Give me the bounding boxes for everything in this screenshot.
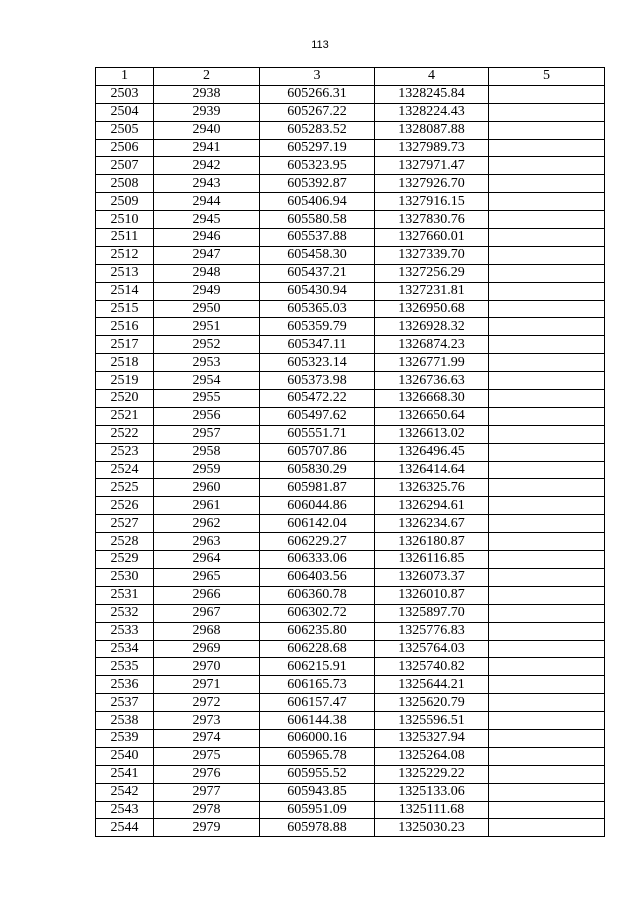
- table-cell: 1325644.21: [375, 676, 489, 694]
- table-cell: 2960: [154, 479, 260, 497]
- table-cell: 2508: [96, 175, 154, 193]
- table-cell: 605981.87: [260, 479, 375, 497]
- table-cell: 1327971.47: [375, 157, 489, 175]
- table-cell: 2531: [96, 586, 154, 604]
- table-cell: 1328224.43: [375, 103, 489, 121]
- table-cell: 2962: [154, 515, 260, 533]
- table-cell: [489, 461, 605, 479]
- table-row: [96, 568, 605, 586]
- table-row: [96, 515, 605, 533]
- table-row: [96, 604, 605, 622]
- table-cell: 2537: [96, 694, 154, 712]
- table-cell: 1326650.64: [375, 407, 489, 425]
- table-cell: 2946: [154, 229, 260, 247]
- table-cell: 2528: [96, 533, 154, 551]
- column-header: 2: [154, 68, 260, 86]
- table-cell: [489, 497, 605, 515]
- table-cell: 1327989.73: [375, 139, 489, 157]
- table-cell: 2542: [96, 783, 154, 801]
- table-cell: 606302.72: [260, 604, 375, 622]
- table-cell: 2516: [96, 318, 154, 336]
- table-row: [96, 193, 605, 211]
- table-cell: 2955: [154, 390, 260, 408]
- table-row: [96, 443, 605, 461]
- table-row: [96, 300, 605, 318]
- table-cell: 2544: [96, 819, 154, 837]
- table-cell: 2940: [154, 121, 260, 139]
- table-cell: 2529: [96, 551, 154, 569]
- table-cell: [489, 390, 605, 408]
- table-cell: [489, 801, 605, 819]
- table-cell: 2939: [154, 103, 260, 121]
- table-cell: 605297.19: [260, 139, 375, 157]
- table-cell: 1327660.01: [375, 229, 489, 247]
- table-cell: 1327916.15: [375, 193, 489, 211]
- table-cell: 2952: [154, 336, 260, 354]
- table-cell: 2958: [154, 443, 260, 461]
- table-row: [96, 783, 605, 801]
- table-cell: [489, 372, 605, 390]
- table-cell: 1326325.76: [375, 479, 489, 497]
- header-row: [96, 68, 605, 86]
- coordinates-table: [95, 67, 605, 837]
- table-row: [96, 586, 605, 604]
- table-cell: 1326613.02: [375, 425, 489, 443]
- table-row: [96, 354, 605, 372]
- table-cell: [489, 694, 605, 712]
- table-cell: 1326496.45: [375, 443, 489, 461]
- table-cell: 605437.21: [260, 264, 375, 282]
- table-cell: 2532: [96, 604, 154, 622]
- table-cell: 1325133.06: [375, 783, 489, 801]
- table-cell: 606215.91: [260, 658, 375, 676]
- table-cell: 2969: [154, 640, 260, 658]
- table-cell: 2941: [154, 139, 260, 157]
- table-cell: 2967: [154, 604, 260, 622]
- table-cell: 1325897.70: [375, 604, 489, 622]
- table-cell: 1326874.23: [375, 336, 489, 354]
- table-row: [96, 229, 605, 247]
- table-cell: [489, 640, 605, 658]
- table-row: [96, 175, 605, 193]
- table-cell: 2964: [154, 551, 260, 569]
- table-cell: 2978: [154, 801, 260, 819]
- table-cell: 1325620.79: [375, 694, 489, 712]
- table-cell: 605430.94: [260, 282, 375, 300]
- table-cell: 1326771.99: [375, 354, 489, 372]
- table-cell: [489, 658, 605, 676]
- table-row: [96, 622, 605, 640]
- table-cell: 605497.62: [260, 407, 375, 425]
- table-cell: 1325229.22: [375, 765, 489, 783]
- table-cell: 1325776.83: [375, 622, 489, 640]
- table-cell: 2543: [96, 801, 154, 819]
- table-cell: [489, 443, 605, 461]
- table-row: [96, 676, 605, 694]
- table-cell: 606157.47: [260, 694, 375, 712]
- table-cell: 2954: [154, 372, 260, 390]
- table-cell: 605458.30: [260, 246, 375, 264]
- table-cell: 2525: [96, 479, 154, 497]
- table-cell: [489, 729, 605, 747]
- table-cell: 1326950.68: [375, 300, 489, 318]
- table-cell: 605267.22: [260, 103, 375, 121]
- table-cell: 2513: [96, 264, 154, 282]
- table-cell: 1325764.03: [375, 640, 489, 658]
- table-cell: 1327256.29: [375, 264, 489, 282]
- table-cell: [489, 425, 605, 443]
- table-cell: 2540: [96, 747, 154, 765]
- table-cell: 605373.98: [260, 372, 375, 390]
- table-cell: [489, 139, 605, 157]
- table-cell: 2510: [96, 211, 154, 229]
- table-row: [96, 264, 605, 282]
- table-cell: [489, 676, 605, 694]
- table-cell: [489, 103, 605, 121]
- table-cell: 2971: [154, 676, 260, 694]
- table-cell: 2541: [96, 765, 154, 783]
- table-cell: 2520: [96, 390, 154, 408]
- table-cell: 606000.16: [260, 729, 375, 747]
- table-cell: 2527: [96, 515, 154, 533]
- table-cell: 2976: [154, 765, 260, 783]
- table-cell: 2521: [96, 407, 154, 425]
- table-cell: 2943: [154, 175, 260, 193]
- table-cell: 2538: [96, 712, 154, 730]
- table-cell: 2506: [96, 139, 154, 157]
- table-cell: 2965: [154, 568, 260, 586]
- table-cell: [489, 568, 605, 586]
- table-cell: 2949: [154, 282, 260, 300]
- table-cell: 2539: [96, 729, 154, 747]
- table-cell: 2966: [154, 586, 260, 604]
- table-cell: [489, 622, 605, 640]
- table-row: [96, 425, 605, 443]
- table-cell: 2517: [96, 336, 154, 354]
- table-cell: 605580.58: [260, 211, 375, 229]
- table-cell: 2511: [96, 229, 154, 247]
- table-row: [96, 103, 605, 121]
- table-cell: 1325111.68: [375, 801, 489, 819]
- table-row: [96, 282, 605, 300]
- table-cell: [489, 157, 605, 175]
- table-cell: 1326736.63: [375, 372, 489, 390]
- table-cell: 2957: [154, 425, 260, 443]
- table-cell: 2507: [96, 157, 154, 175]
- table-cell: 1326414.64: [375, 461, 489, 479]
- table-cell: 2526: [96, 497, 154, 515]
- table-row: [96, 211, 605, 229]
- table-cell: 605323.14: [260, 354, 375, 372]
- table-cell: [489, 336, 605, 354]
- table-cell: 1327231.81: [375, 282, 489, 300]
- table-header: [96, 68, 605, 86]
- table-cell: 2942: [154, 157, 260, 175]
- table-cell: 1325596.51: [375, 712, 489, 730]
- table-cell: 2518: [96, 354, 154, 372]
- table-cell: 606228.68: [260, 640, 375, 658]
- table-cell: 2509: [96, 193, 154, 211]
- table-row: [96, 318, 605, 336]
- table-cell: 605537.88: [260, 229, 375, 247]
- table-cell: 1326073.37: [375, 568, 489, 586]
- table-cell: 605323.95: [260, 157, 375, 175]
- table-cell: 605830.29: [260, 461, 375, 479]
- table-cell: 2975: [154, 747, 260, 765]
- table-cell: 605707.86: [260, 443, 375, 461]
- table-cell: [489, 783, 605, 801]
- table-cell: 2953: [154, 354, 260, 372]
- table-cell: [489, 551, 605, 569]
- table-cell: 2961: [154, 497, 260, 515]
- table-row: [96, 85, 605, 103]
- table-cell: 605406.94: [260, 193, 375, 211]
- table-row: [96, 497, 605, 515]
- table-cell: 606165.73: [260, 676, 375, 694]
- table-cell: 2505: [96, 121, 154, 139]
- page-number: 113: [311, 39, 329, 51]
- table-cell: [489, 354, 605, 372]
- table-cell: 606403.56: [260, 568, 375, 586]
- table-row: [96, 246, 605, 264]
- table-cell: [489, 175, 605, 193]
- table-cell: [489, 85, 605, 103]
- table-cell: 2534: [96, 640, 154, 658]
- table-row: [96, 729, 605, 747]
- column-header: 5: [489, 68, 605, 86]
- table-cell: 1328245.84: [375, 85, 489, 103]
- table-cell: 2956: [154, 407, 260, 425]
- table-cell: 605955.52: [260, 765, 375, 783]
- table-row: [96, 658, 605, 676]
- table-cell: 1327339.70: [375, 246, 489, 264]
- table-cell: 606144.38: [260, 712, 375, 730]
- table-cell: 2974: [154, 729, 260, 747]
- column-header: 4: [375, 68, 489, 86]
- table-row: [96, 121, 605, 139]
- table-cell: 605551.71: [260, 425, 375, 443]
- table-cell: [489, 712, 605, 730]
- table-row: [96, 390, 605, 408]
- table-cell: 1326234.67: [375, 515, 489, 533]
- table-cell: [489, 407, 605, 425]
- table-cell: 2970: [154, 658, 260, 676]
- table-row: [96, 407, 605, 425]
- table-row: [96, 765, 605, 783]
- table-cell: [489, 515, 605, 533]
- table-cell: 2950: [154, 300, 260, 318]
- table-row: [96, 640, 605, 658]
- table-cell: [489, 246, 605, 264]
- table-row: [96, 712, 605, 730]
- table-cell: 605965.78: [260, 747, 375, 765]
- table-body: [96, 85, 605, 836]
- table-cell: 605359.79: [260, 318, 375, 336]
- table-cell: 2515: [96, 300, 154, 318]
- table-cell: 2938: [154, 85, 260, 103]
- table-row: [96, 157, 605, 175]
- table-cell: 605943.85: [260, 783, 375, 801]
- table-row: [96, 372, 605, 390]
- table-row: [96, 461, 605, 479]
- table-cell: 2530: [96, 568, 154, 586]
- table-cell: 2535: [96, 658, 154, 676]
- table-row: [96, 694, 605, 712]
- table-cell: 1325264.08: [375, 747, 489, 765]
- table-cell: 605978.88: [260, 819, 375, 837]
- table-row: [96, 747, 605, 765]
- table-cell: 2522: [96, 425, 154, 443]
- table-row: [96, 479, 605, 497]
- table-cell: 1326668.30: [375, 390, 489, 408]
- table-cell: 605951.09: [260, 801, 375, 819]
- table-cell: 2973: [154, 712, 260, 730]
- table-cell: 2524: [96, 461, 154, 479]
- column-header: 1: [96, 68, 154, 86]
- table-cell: 2504: [96, 103, 154, 121]
- table-row: [96, 551, 605, 569]
- table-cell: [489, 300, 605, 318]
- table-cell: [489, 229, 605, 247]
- table-row: [96, 801, 605, 819]
- table-cell: 606333.06: [260, 551, 375, 569]
- table-cell: 1325030.23: [375, 819, 489, 837]
- table-cell: 1326294.61: [375, 497, 489, 515]
- table-cell: [489, 765, 605, 783]
- table-cell: 606044.86: [260, 497, 375, 515]
- table-row: [96, 819, 605, 837]
- table-cell: 1325327.94: [375, 729, 489, 747]
- table-cell: 1325740.82: [375, 658, 489, 676]
- table-cell: 2519: [96, 372, 154, 390]
- table-cell: 605347.11: [260, 336, 375, 354]
- table-cell: 2514: [96, 282, 154, 300]
- table-cell: 605283.52: [260, 121, 375, 139]
- table-cell: 1327926.70: [375, 175, 489, 193]
- table-cell: [489, 121, 605, 139]
- table-cell: 2523: [96, 443, 154, 461]
- table-cell: [489, 479, 605, 497]
- table-cell: 2977: [154, 783, 260, 801]
- table-cell: 1326116.85: [375, 551, 489, 569]
- table-cell: 2947: [154, 246, 260, 264]
- table-cell: 2959: [154, 461, 260, 479]
- table-cell: 1326928.32: [375, 318, 489, 336]
- table-cell: [489, 747, 605, 765]
- table-cell: 606235.80: [260, 622, 375, 640]
- table-cell: 1326010.87: [375, 586, 489, 604]
- table-cell: 2512: [96, 246, 154, 264]
- table-cell: 2979: [154, 819, 260, 837]
- table-cell: 1328087.88: [375, 121, 489, 139]
- column-header: 3: [260, 68, 375, 86]
- table-cell: 1326180.87: [375, 533, 489, 551]
- table-cell: 606360.78: [260, 586, 375, 604]
- table-cell: 2536: [96, 676, 154, 694]
- table-cell: 605472.22: [260, 390, 375, 408]
- table-cell: 2968: [154, 622, 260, 640]
- table-cell: [489, 604, 605, 622]
- table-cell: [489, 193, 605, 211]
- table-cell: 2503: [96, 85, 154, 103]
- table-cell: 2972: [154, 694, 260, 712]
- table-row: [96, 139, 605, 157]
- table-cell: [489, 586, 605, 604]
- table-cell: 605266.31: [260, 85, 375, 103]
- table-cell: 1327830.76: [375, 211, 489, 229]
- table-cell: [489, 318, 605, 336]
- table-cell: 2948: [154, 264, 260, 282]
- table-cell: 2963: [154, 533, 260, 551]
- table-cell: 606229.27: [260, 533, 375, 551]
- table-cell: [489, 264, 605, 282]
- table-cell: 2533: [96, 622, 154, 640]
- table-cell: [489, 533, 605, 551]
- table-cell: [489, 819, 605, 837]
- table-row: [96, 533, 605, 551]
- table-cell: 2945: [154, 211, 260, 229]
- table-cell: 606142.04: [260, 515, 375, 533]
- table-cell: 2951: [154, 318, 260, 336]
- table-row: [96, 336, 605, 354]
- table-cell: [489, 282, 605, 300]
- table-cell: 2944: [154, 193, 260, 211]
- table-cell: 605365.03: [260, 300, 375, 318]
- table-cell: 605392.87: [260, 175, 375, 193]
- table-cell: [489, 211, 605, 229]
